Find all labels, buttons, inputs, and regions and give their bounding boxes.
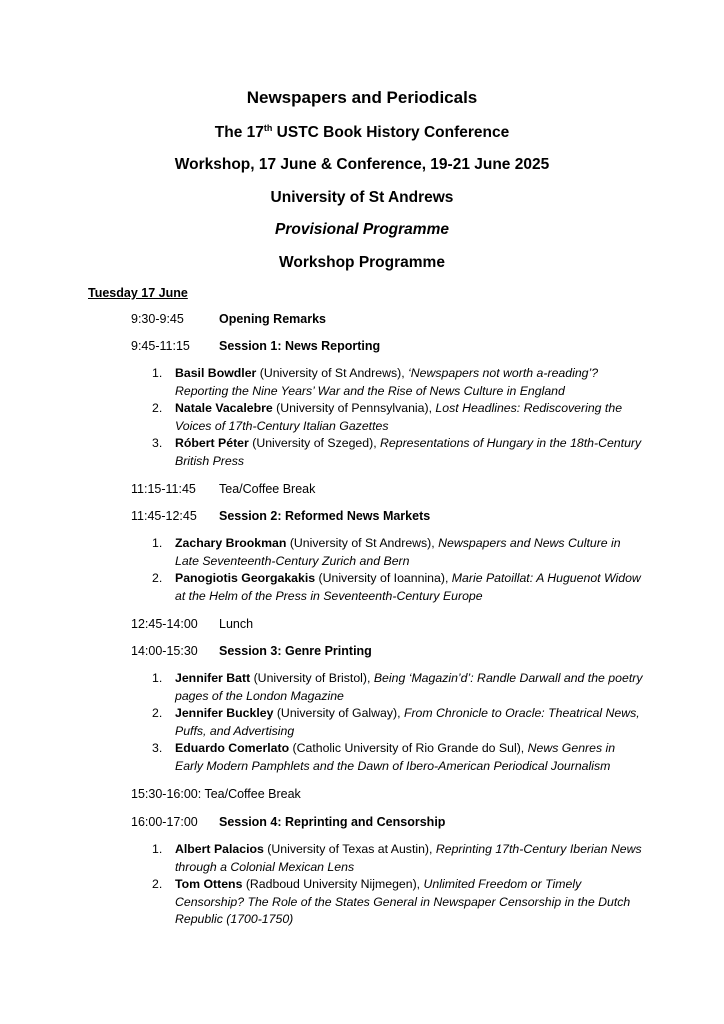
talk-number: 1. [152, 842, 163, 856]
conference-name-suffix: USTC Book History Conference [272, 124, 510, 141]
talk-item [0, 400, 645, 435]
speaker-affiliation: (University of St Andrews), [256, 366, 409, 380]
talk-item [0, 740, 645, 775]
speaker-affiliation: (University of Texas at Austin), [263, 842, 436, 856]
conference-name [0, 124, 724, 142]
schedule-slot [131, 312, 326, 326]
speaker-name: Jennifer Buckley [175, 706, 274, 721]
talk-title: Newspapers and News Culture in Late Seventeenth-Century Zurich and Bern [175, 536, 621, 568]
talk-item [0, 876, 645, 929]
slot-title: Lunch [219, 617, 254, 631]
talk-number: 1. [152, 366, 163, 380]
schedule-slot [131, 482, 315, 496]
talk-item [0, 365, 645, 400]
section-heading: Workshop Programme [279, 254, 445, 271]
slot-time: 12:45-14:00 [131, 617, 198, 631]
speaker-affiliation: (Radboud University Nijmegen), [242, 877, 424, 892]
schedule-slot [131, 815, 445, 829]
talk-title: News Genres in Early Modern Pamphlets and the Dawn of Ibero-American Periodical Journalism [175, 741, 616, 773]
talk-number: 2. [152, 571, 163, 586]
conference-ordinal-suffix: th [263, 123, 273, 133]
speaker-name: Jennifer Batt [175, 671, 251, 685]
speaker-name: Tom Ottens [175, 877, 243, 892]
talk-number: 2. [152, 877, 163, 892]
speaker-name: Róbert Péter [175, 436, 249, 451]
speaker-name: Albert Palacios [175, 842, 264, 856]
conference-name-prefix: The 17 [214, 124, 264, 141]
slot-title: Opening Remarks [219, 312, 326, 326]
speaker-name: Basil Bowdler [175, 366, 257, 380]
slot-time: 11:45-12:45 [131, 509, 197, 523]
talk-number: 3. [152, 436, 163, 451]
schedule-slot [131, 644, 372, 658]
talk-item [0, 705, 645, 740]
slot-time: 15:30-16:00: Tea/Coffee Break [131, 787, 301, 801]
speaker-affiliation: (University of Ioannina), [315, 571, 452, 586]
talk-item [0, 570, 645, 605]
schedule-slot [131, 617, 253, 631]
speaker-name: Natale Vacalebre [175, 401, 273, 416]
session-1-talks [0, 365, 645, 471]
speaker-affiliation: (University of Szeged), [248, 436, 381, 451]
slot-time: 9:30-9:45 [131, 312, 184, 326]
session-2-talks [0, 535, 645, 605]
talk-title: From Chronicle to Oracle: Theatrical News, Puffs, and Advertising [175, 706, 640, 738]
schedule-slot [131, 787, 301, 801]
speaker-affiliation: (University of Pennsylvania), [272, 401, 436, 416]
speaker-name: Zachary Brookman [175, 536, 287, 550]
document-title: Newspapers and Periodicals [246, 88, 478, 107]
day-heading: Tuesday 17 June [88, 286, 188, 300]
slot-time: 9:45-11:15 [131, 339, 190, 353]
talk-title: Marie Patoillat: A Huguenot Widow at the Helm of the Press in Seventeenth-Century Europe [175, 571, 641, 603]
talk-item [0, 841, 645, 876]
talk-title: Lost Headlines: Rediscovering the Voices of 17th-Century Italian Gazettes [175, 401, 623, 433]
talk-item [0, 435, 645, 470]
schedule-slot [131, 509, 430, 523]
speaker-affiliation: (Catholic University of Rio Grande do Sul), [289, 741, 528, 756]
speaker-name: Eduardo Comerlato [175, 741, 290, 756]
session-3-talks [0, 670, 645, 776]
schedule-slot [131, 339, 380, 353]
slot-title: Tea/Coffee Break [219, 482, 316, 496]
talk-number: 2. [152, 401, 163, 416]
slot-time: 11:15-11:45 [131, 482, 196, 496]
conference-dates: Workshop, 17 June & Conference, 19-21 June 2025 [174, 156, 550, 173]
talk-title: Reprinting 17th-Century Iberian News through a Colonial Mexican Lens [175, 842, 642, 874]
speaker-affiliation: (University of St Andrews), [286, 536, 439, 550]
programme-status: Provisional Programme [274, 221, 449, 238]
talk-item [0, 670, 645, 705]
session-4-talks [0, 841, 645, 929]
talk-title: Unlimited Freedom or Timely Censorship? The Role of the States General in Newspaper Censorship in the Dutch Republic (1700-1750) [175, 877, 631, 927]
talk-number: 3. [152, 741, 163, 756]
talk-title: ‘Newspapers not worth a-reading’? Reporting the Nine Years’ War and the Rise of News Culture in England [175, 366, 599, 398]
conference-venue: University of St Andrews [270, 189, 454, 206]
talk-number: 1. [152, 671, 163, 685]
talk-title: Representations of Hungary in the 18th-Century British Press [175, 436, 642, 468]
slot-title: Session 1: News Reporting [219, 339, 381, 353]
slot-time: 14:00-15:30 [131, 644, 198, 658]
talk-item [0, 535, 645, 570]
slot-title: Session 4: Reprinting and Censorship [219, 815, 446, 829]
speaker-affiliation: (University of Bristol), [250, 671, 374, 685]
speaker-affiliation: (University of Galway), [273, 706, 404, 721]
talk-number: 1. [152, 536, 163, 550]
talk-title: Being ‘Magazin’d’: Randle Darwall and the poetry pages of the London Magazine [175, 671, 643, 703]
slot-time: 16:00-17:00 [131, 815, 198, 829]
slot-title: Session 3: Genre Printing [219, 644, 372, 658]
slot-title: Session 2: Reformed News Markets [219, 509, 431, 523]
speaker-name: Panogiotis Georgakakis [175, 571, 316, 586]
talk-number: 2. [152, 706, 163, 721]
